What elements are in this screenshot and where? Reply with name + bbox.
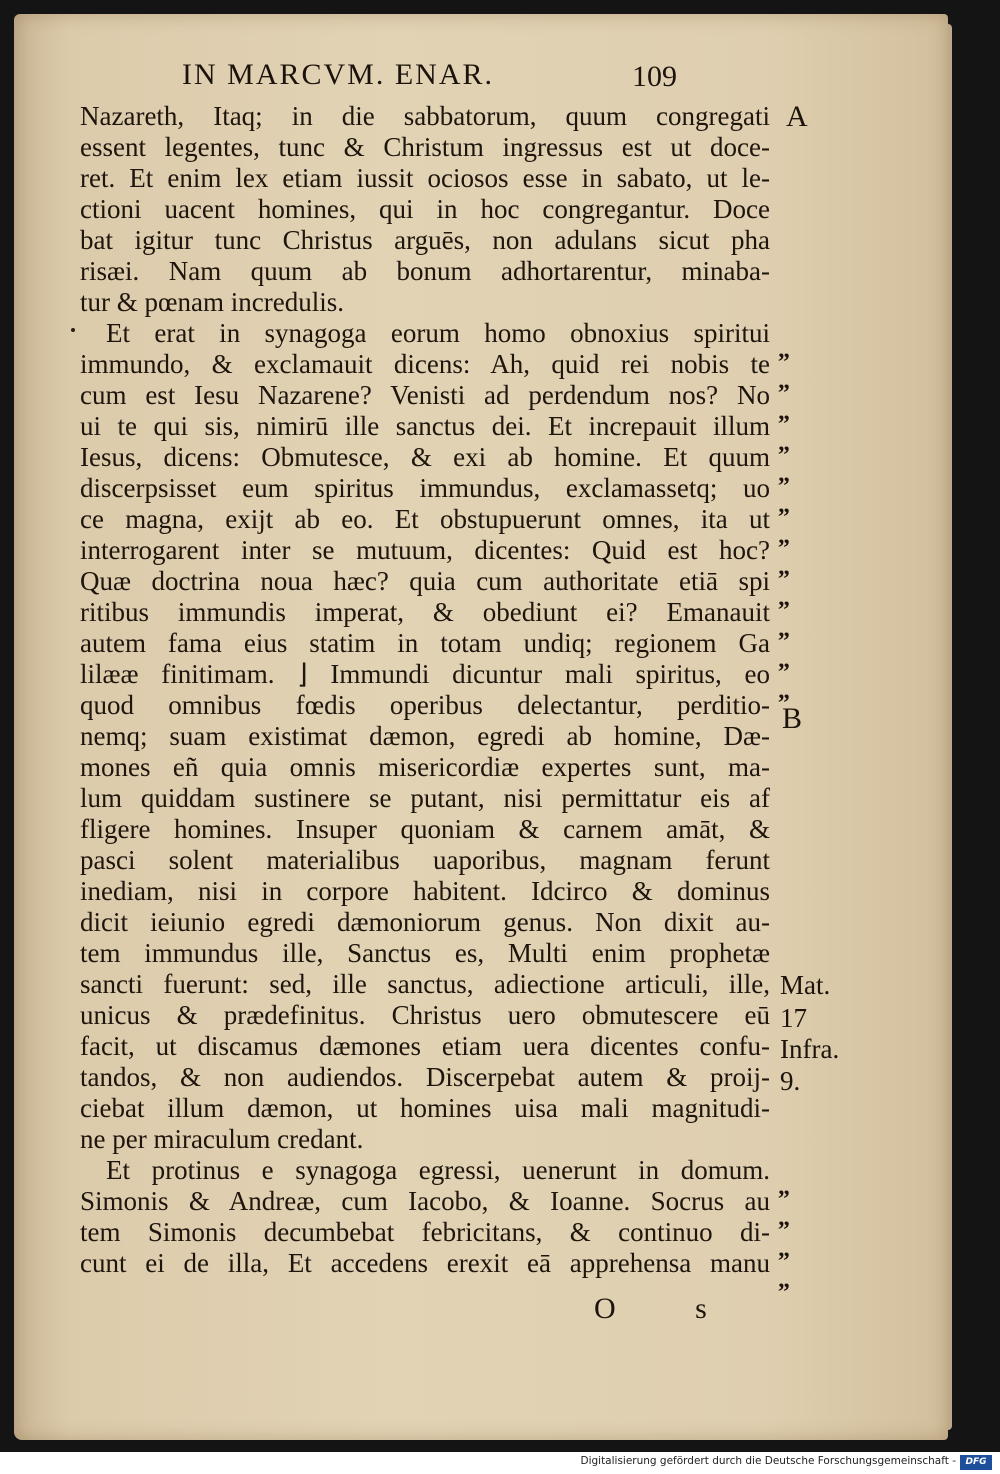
margin-quote-mark: „ [778, 492, 790, 518]
margin-quote-mark: „ [778, 554, 790, 580]
dfg-logo-icon: DFG [960, 1455, 992, 1470]
text-line: lilææ finitimam. ⌋ Immundi dicuntur mali spiritus, eo [80, 659, 770, 689]
text-line: ret. Et enim lex etiam iussit ociosos esse in sabato, ut le- [80, 163, 770, 193]
text-line: unicus & prædefinitus. Christus uero obmutescere eū [80, 1000, 770, 1030]
text-line: Et protinus e synagoga egressi, uenerunt in domum. [106, 1155, 770, 1185]
text-line: lum quiddam sustinere se putant, nisi permittatur eis af [80, 783, 770, 813]
text-line: essent legentes, tunc & Christum ingressus est ut doce- [80, 132, 770, 162]
margin-section-letter-a: A [786, 100, 808, 133]
text-line: quod omnibus fœdis operibus delectantur, perditio- [80, 690, 770, 720]
text-line: inediam, nisi in corpore habitent. Idcirco & dominus [80, 876, 770, 906]
text-line: discerpsisset eum spiritus immundus, exclamassetq; uo [80, 473, 770, 503]
margin-quote-mark: „ [778, 368, 790, 394]
margin-quote-mark: „ [778, 585, 790, 611]
text-line: nemq; suam existimat dæmon, egredi ab homine, Dæ- [80, 721, 770, 751]
margin-quote-mark: „ [778, 1205, 790, 1231]
margin-reference: Mat. [780, 970, 831, 1000]
text-line: Nazareth, Itaq; in die sabbatorum, quum congregati [80, 101, 770, 131]
running-head: IN MARCVM. ENAR. [182, 58, 495, 91]
text-line: tandos, & non audiendos. Discerpebat autem & proij- [80, 1062, 770, 1092]
text-line: bat igitur tunc Christus arguēs, non adulans sicut pha [80, 225, 770, 255]
text-line: ne per miraculum credant. [80, 1124, 364, 1154]
text-line: autem fama eius statim in totam undiq; regionem Ga [80, 628, 770, 658]
footer-bar [0, 1452, 1000, 1474]
margin-quote-mark: „ [778, 1236, 790, 1262]
text-line: mones eñ quia omnis misericordiæ expertes sunt, ma- [80, 752, 770, 782]
text-line: ritibus immundis imperat, & obediunt ei? Emanauit [80, 597, 770, 627]
text-line: fligere homines. Insuper quoniam & carnem amāt, & [80, 814, 770, 844]
margin-quote-mark: „ [778, 1174, 790, 1200]
margin-reference: 9. [780, 1066, 801, 1096]
text-line: immundo, & exclamauit dicens: Ah, quid rei nobis te [80, 349, 770, 379]
text-line: pasci solent materialibus uaporibus, magnam ferunt [80, 845, 770, 875]
text-line: interrogarent inter se mutuum, dicentes: Quid est hoc? [80, 535, 770, 565]
paragraph-mark [71, 328, 75, 332]
margin-quote-mark: „ [778, 523, 790, 549]
text-line: ui te qui sis, nimirū ille sanctus dei. Et increpauit illum [80, 411, 770, 441]
body-text [80, 101, 770, 1279]
margin-quote-mark: „ [778, 1267, 790, 1293]
text-line: Et erat in synagoga eorum homo obnoxius spiritui [106, 318, 770, 348]
text-line: Quæ doctrina noua hæc? quia cum authoritate etiā spi [80, 566, 770, 596]
margin-quote-mark: „ [778, 399, 790, 425]
text-line: Simonis & Andreæ, cum Iacobo, & Ioanne. Socrus au [80, 1186, 770, 1216]
text-line: tem immundus ille, Sanctus es, Multi enim prophetæ [80, 938, 770, 968]
margin-quote-mark: „ [778, 647, 790, 673]
text-line: dicit ieiunio egredi dæmoniorum genus. Non dixit au- [80, 907, 770, 937]
margin-quote-mark: „ [778, 430, 790, 456]
text-line: ctioni uacent homines, qui in hoc congregantur. Doce [80, 194, 770, 224]
text-line: facit, ut discamus dæmones etiam uera dicentes confu- [80, 1031, 770, 1061]
margin-quote-mark: „ [778, 461, 790, 487]
margin-section-letter-b: B [782, 702, 803, 735]
page-number: 109 [632, 60, 677, 93]
footer-credit: Digitalisierung gefördert durch die Deutsche Forschungsgemeinschaft - [580, 1455, 956, 1467]
text-line: tem Simonis decumbebat febricitans, & continuo di- [80, 1217, 770, 1247]
signature-mark: O s [594, 1292, 743, 1325]
text-line: tur & pœnam incredulis. [80, 287, 344, 317]
text-line: ce magna, exijt ab eo. Et obstupuerunt omnes, ita ut [80, 504, 770, 534]
text-line: Iesus, dicens: Obmutesce, & exi ab homine. Et quum [80, 442, 770, 472]
margin-quote-mark: „ [778, 678, 790, 704]
text-line: cum est Iesu Nazarene? Venisti ad perdendum nos? No [80, 380, 770, 410]
margin-reference: Infra. [780, 1034, 840, 1064]
margin-quote-mark: „ [778, 337, 790, 363]
text-line: cunt ei de illa, Et accedens erexit eā apprehensa manu [80, 1248, 770, 1278]
text-line: risæi. Nam quum ab bonum adhortarentur, minaba- [80, 256, 770, 286]
margin-reference: 17 [780, 1003, 807, 1033]
text-line: sancti fuerunt: sed, ille sanctus, adiectione articuli, ille, [80, 969, 770, 999]
margin-quote-mark: „ [778, 616, 790, 642]
text-line: ciebat illum dæmon, ut homines uisa mali magnitudi- [80, 1093, 770, 1123]
